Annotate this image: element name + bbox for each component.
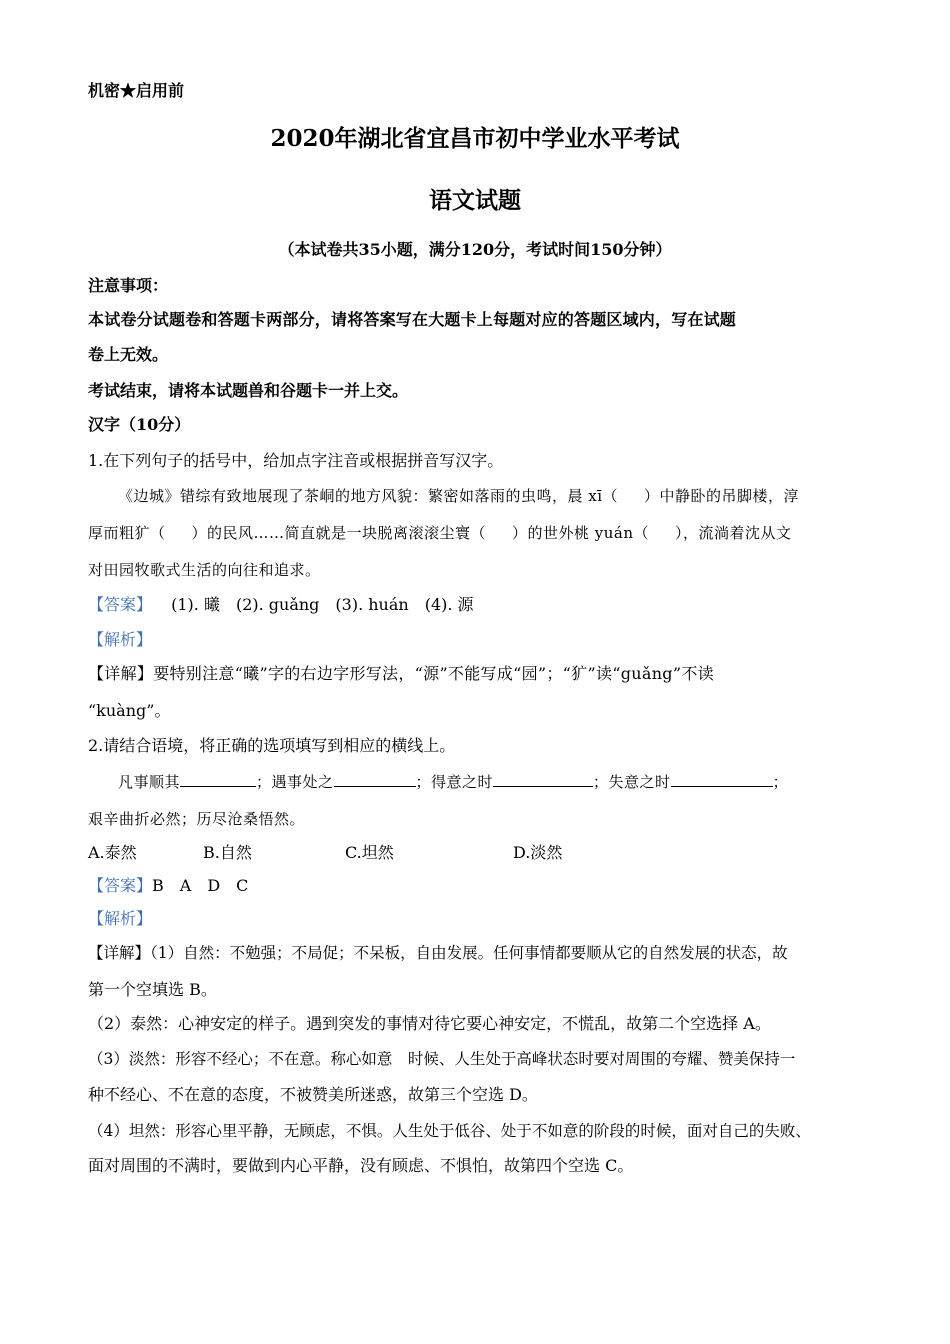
q2-option-b: B.自然 bbox=[203, 843, 252, 862]
exam-info: （本试卷共35小题，满分120分，考试时间150分钟） bbox=[278, 240, 672, 259]
q2-sentence-line bbox=[118, 771, 788, 793]
notice-line-2: 考试结束，请将本试题兽和谷题卡一并上交。 bbox=[88, 381, 409, 400]
q1-passage-line-2 bbox=[88, 522, 792, 544]
q2-detail-4b: 面对周围的不满时，要做到内心平静，没有顾虑、不惧怕，故第四个空选 C。 bbox=[88, 1156, 634, 1175]
q2-options bbox=[88, 842, 688, 864]
q2-s4: ；失意之时 bbox=[593, 773, 671, 791]
subject-title: 语文试题 bbox=[429, 187, 521, 214]
q2-answer: B A D C bbox=[152, 876, 249, 895]
notice-line-1b: 卷上无效。 bbox=[88, 345, 169, 364]
q2-analysis-tag: 【解析】 bbox=[88, 909, 153, 928]
notice-line-1a: 本试卷分试题卷和答题卡两部分，请将答案写在大题卡上每题对应的答题区域内，写在试题 bbox=[88, 310, 737, 329]
q2-line-2: 艰辛曲折必然；历尽沧桑悟然。 bbox=[88, 810, 306, 828]
q1-answer: (1). 曦 (2). guǎng (3). huán (4). 源 bbox=[171, 595, 474, 614]
q2-detail-4a: （4）坦然：形容心里平静，无顾虑，不惧。人生处于低谷、处于不如意的阶段的时候，面对自己的失败、 bbox=[88, 1122, 811, 1140]
q1-detail-b: “kuàng”。 bbox=[88, 701, 171, 720]
q1-passage-line-3: 对田园牧歌式生活的向往和追求。 bbox=[88, 561, 321, 579]
q2-option-d: D.淡然 bbox=[513, 843, 563, 862]
q1-passage-1a: 《边城》错综有致地展现了茶峒的地方风貌：繁密如落雨的虫鸣，晨 xī（ bbox=[118, 487, 619, 505]
q1-passage-1b: ）中静卧的吊脚楼，淳 bbox=[644, 487, 800, 505]
q2-blank-2[interactable] bbox=[334, 772, 416, 787]
q1-answer-line bbox=[88, 594, 474, 616]
q2-blank-1[interactable] bbox=[180, 772, 256, 787]
q1-answer-tag: 【答案】 bbox=[88, 595, 153, 614]
q2-s1: 凡事顺其 bbox=[118, 773, 181, 791]
q2-option-a: A.泰然 bbox=[88, 843, 137, 862]
q2-blank-3[interactable] bbox=[493, 772, 593, 787]
q2-s2: ；遇事处之 bbox=[256, 773, 334, 791]
confidential-mark: 机密★启用前 bbox=[88, 81, 185, 100]
q2-detail-1a: 【详解】（1）自然：不勉强；不局促；不呆板，自由发展。任何事情都要顺从它的自然发展的状态，故 bbox=[88, 944, 788, 962]
q2-s5: ； bbox=[772, 773, 789, 791]
q2-s3: ；得意之时 bbox=[415, 773, 494, 791]
q2-detail-2: （2）泰然：心神安定的样子。遇到突发的事情对待它要心神安定，不慌乱，故第二个空选择 A。 bbox=[88, 1014, 771, 1033]
q2-detail-1b: 第一个空填选 B。 bbox=[88, 980, 217, 999]
q1-analysis-tag: 【解析】 bbox=[88, 630, 153, 649]
notice-heading: 注意事项： bbox=[88, 276, 169, 295]
q1-detail-a: 【详解】要特别注意“曦”字的右边字形写法，“源”不能写成“园”；“犷”读“guǎng”不读 bbox=[88, 664, 714, 683]
exam-title: 2020年湖北省宜昌市初中学业水平考试 bbox=[270, 125, 680, 152]
q1-passage-2c: ）的世外桃 yuán（ bbox=[512, 524, 650, 542]
q2-detail-3a: （3）淡然：形容不经心；不在意。称心如意 时候、人生处于高峰状态时要对周围的夸耀、赞美保持一 bbox=[88, 1050, 796, 1068]
section-title: 汉字（10分） bbox=[88, 415, 191, 434]
q1-passage-2b: ）的民风……简直就是一块脱离滚滚尘寰（ bbox=[191, 524, 487, 542]
q2-blank-4[interactable] bbox=[671, 772, 773, 787]
q1-passage-2d: ），流淌着沈从文 bbox=[675, 524, 792, 542]
q2-answer-line bbox=[88, 875, 248, 897]
q2-detail-3b: 种不经心、不在意的态度，不被赞美所迷惑，故第三个空选 D。 bbox=[88, 1085, 538, 1104]
q2-option-c: C.坦然 bbox=[345, 843, 394, 862]
q2-stem: 2.请结合语境，将正确的选项填写到相应的横线上。 bbox=[88, 736, 456, 755]
q1-stem: 1.在下列句子的括号中，给加点字注音或根据拼音写汉字。 bbox=[88, 451, 504, 470]
q2-answer-tag: 【答案】 bbox=[88, 876, 153, 895]
q1-passage-2a: 厚而粗犷（ bbox=[88, 524, 166, 542]
q1-passage-line-1 bbox=[118, 485, 799, 507]
